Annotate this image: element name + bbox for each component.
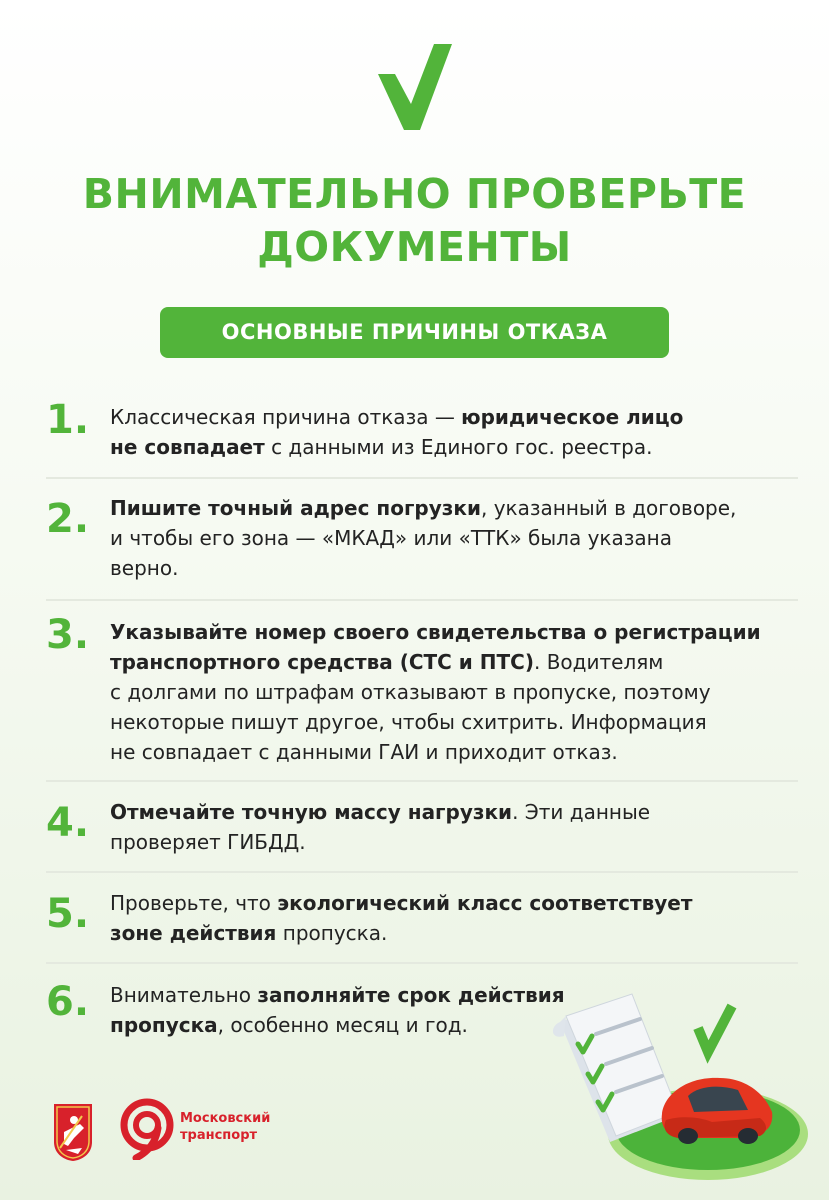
text-line: [110, 827, 790, 857]
bold-text: пропуска: [110, 1013, 218, 1037]
divider: [46, 780, 798, 782]
moscow-coat-of-arms-icon: [52, 1102, 94, 1162]
text-line: [110, 617, 790, 647]
text-line: [110, 677, 790, 707]
text-run: , указанный в договоре,: [481, 496, 737, 520]
text-line: [110, 432, 790, 462]
brand-line-1: Московский: [180, 1111, 271, 1126]
bold-text: Пишите точный адрес погрузки: [110, 496, 481, 520]
item-number: 6.: [46, 979, 90, 1025]
text-run: и чтобы его зона — «МКАД» или «ТТК» была указана: [110, 526, 672, 550]
item-text: [110, 402, 790, 462]
text-run: Внимательно: [110, 983, 258, 1007]
item-text: [110, 493, 790, 583]
item-number: 4.: [46, 800, 90, 846]
text-run: с долгами по штрафам отказывают в пропуске, поэтому: [110, 680, 711, 704]
item-text: [110, 888, 790, 948]
divider: [46, 477, 798, 479]
text-run: некоторые пишут другое, чтобы схитрить. Информация: [110, 710, 707, 734]
item-text: [110, 617, 790, 767]
checklist-car-illustration: [548, 986, 808, 1186]
text-run: не совпадает с данными ГАИ и приходит отказ.: [110, 740, 618, 764]
divider: [46, 599, 798, 601]
bold-text: зоне действия: [110, 921, 277, 945]
brand-name: [180, 1110, 300, 1144]
text-line: [110, 918, 790, 948]
item-number: 5.: [46, 891, 90, 937]
text-line: [110, 888, 790, 918]
text-line: [110, 797, 790, 827]
text-line: [110, 737, 790, 767]
text-line: [110, 553, 790, 583]
text-line: [110, 493, 790, 523]
item-number: 3.: [46, 612, 90, 658]
text-line: [110, 523, 790, 553]
text-run: Проверьте, что: [110, 891, 278, 915]
title-line-1: ВНИМАТЕЛЬНО ПРОВЕРЬТЕ: [82, 170, 747, 218]
bold-text: Отмечайте точную массу нагрузки: [110, 800, 513, 824]
checkmark-icon: [378, 44, 452, 130]
text-run: , особенно месяц и год.: [217, 1013, 468, 1037]
item-number: 2.: [46, 496, 90, 542]
text-run: верно.: [110, 556, 179, 580]
title-line-2: ДОКУМЕНТЫ: [257, 223, 572, 271]
text-run: проверяет ГИБДД.: [110, 830, 306, 854]
bold-text: Указывайте номер своего свидетельства о регистрации: [110, 620, 761, 644]
text-line: [110, 402, 790, 432]
divider: [46, 962, 798, 964]
divider: [46, 871, 798, 873]
bold-text: заполняйте срок действия: [257, 983, 565, 1007]
text-run: . Водителям: [533, 650, 664, 674]
text-run: пропуска.: [276, 921, 388, 945]
page-title: [0, 168, 829, 274]
text-run: с данными из Единого гос. реестра.: [264, 435, 653, 459]
bold-text: экологический класс соответствует: [277, 891, 693, 915]
section-badge: ОСНОВНЫЕ ПРИЧИНЫ ОТКАЗА: [160, 307, 669, 358]
text-line: [110, 647, 790, 677]
bold-text: транспортного средства (СТС и ПТС): [110, 650, 534, 674]
bold-text: не совпадает: [110, 435, 265, 459]
brand-line-2: транспорт: [180, 1128, 258, 1143]
item-text: [110, 797, 790, 857]
item-number: 1.: [46, 397, 90, 443]
bold-text: юридическое лицо: [461, 405, 684, 429]
text-run: . Эти данные: [512, 800, 651, 824]
moscow-transport-logo-icon: [118, 1098, 176, 1160]
text-run: Классическая причина отказа —: [110, 405, 462, 429]
text-line: [110, 707, 790, 737]
